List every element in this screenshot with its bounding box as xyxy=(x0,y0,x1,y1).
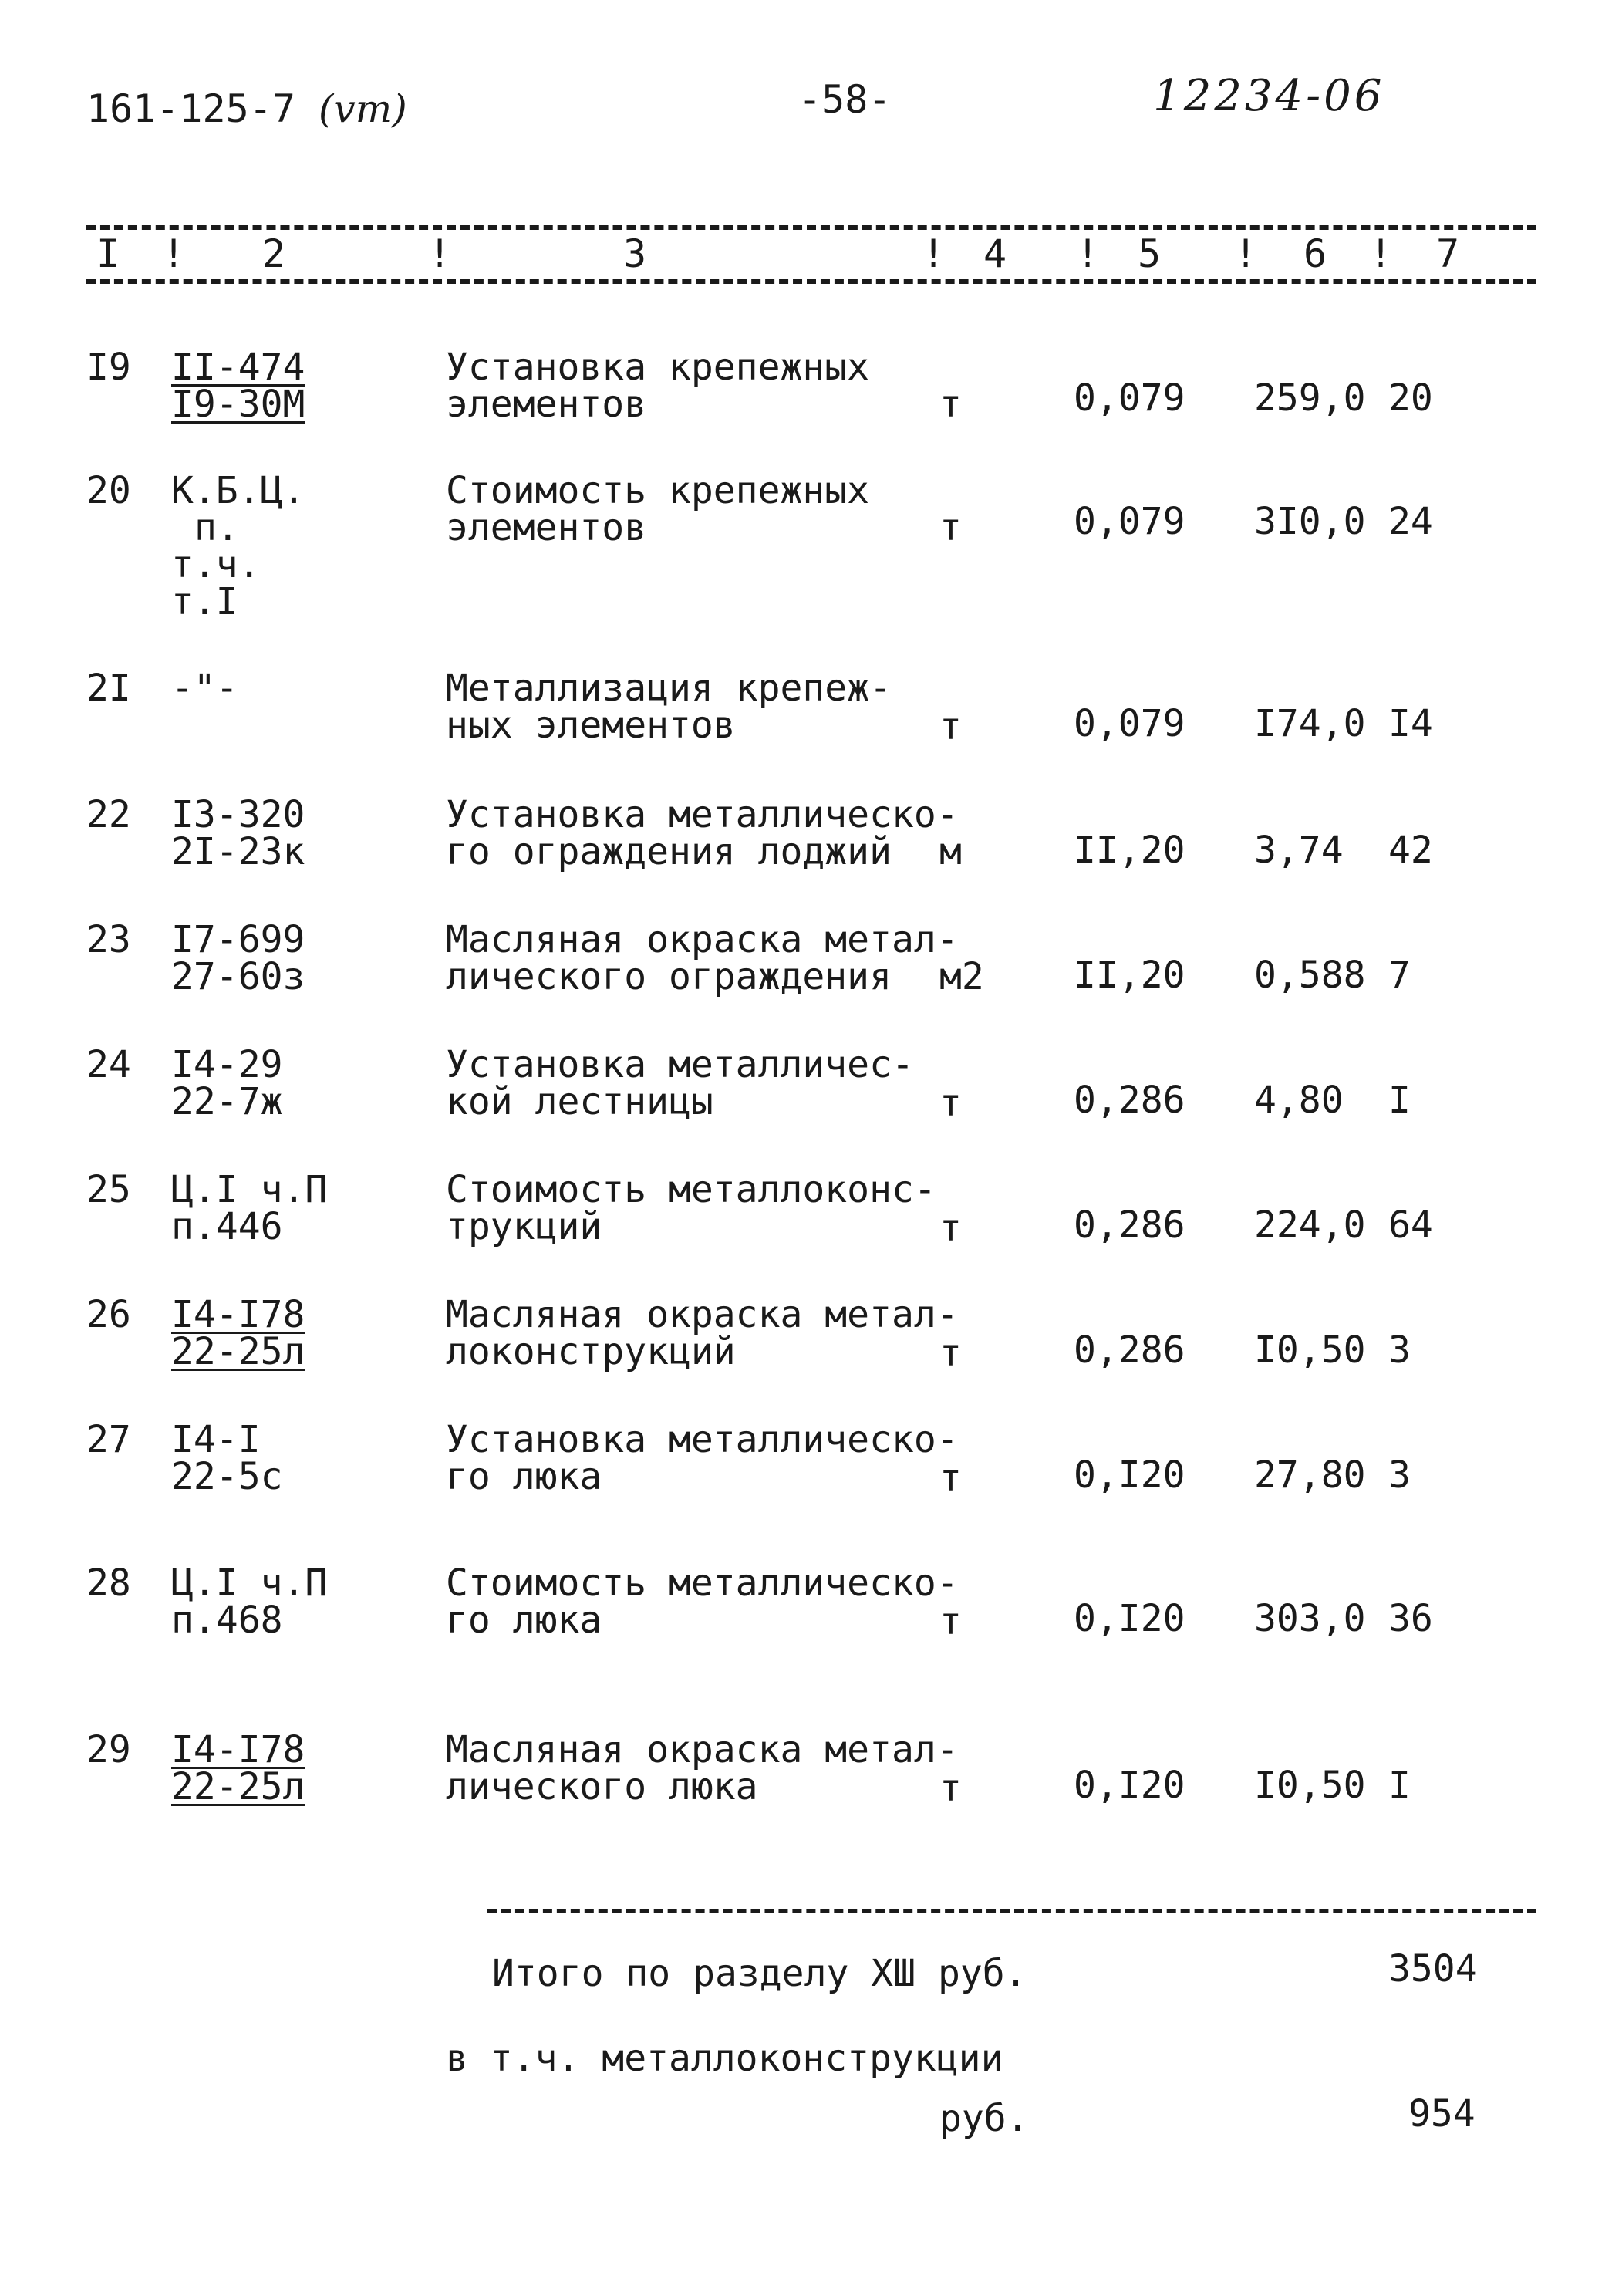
rate-code-line: 27-60з xyxy=(171,955,305,998)
unit: т xyxy=(939,383,962,426)
rate-code-line: Ц.I ч.П xyxy=(171,1562,328,1605)
description-line: ных элементов xyxy=(446,704,736,747)
rate-code xyxy=(171,469,305,623)
rate-code-line: I9-30M xyxy=(171,383,305,426)
row-number: 22 xyxy=(86,793,131,836)
col-header-5: 5 xyxy=(1138,231,1162,276)
col-header-3: 3 xyxy=(623,231,647,276)
work-description xyxy=(446,346,870,426)
stamp-number: 12234-06 xyxy=(1153,71,1385,121)
description-line: лического ограждения xyxy=(446,955,892,998)
row-number: 2I xyxy=(86,667,131,710)
unit: т xyxy=(939,506,962,549)
unit-price: 224,0 xyxy=(1254,1204,1366,1247)
unit-price: I0,50 xyxy=(1254,1329,1366,1372)
row-number: 27 xyxy=(86,1418,131,1461)
totals-rule xyxy=(487,1909,1536,1913)
description-line: трукций xyxy=(446,1205,602,1248)
unit-price: 3I0,0 xyxy=(1254,500,1366,543)
unit: т xyxy=(939,1600,962,1643)
rate-code xyxy=(171,1043,283,1123)
unit: т xyxy=(939,1207,962,1250)
unit-price: 259,0 xyxy=(1254,376,1366,420)
col-header-7: 7 xyxy=(1436,231,1460,276)
metal-total-unit: руб. xyxy=(939,2097,1029,2140)
col-header-6: 6 xyxy=(1303,231,1327,276)
total-cost: I xyxy=(1388,1079,1411,1122)
page-number: -58- xyxy=(798,77,892,122)
doc-code-note: (vm) xyxy=(319,86,407,131)
unit: т xyxy=(939,1332,962,1375)
work-description xyxy=(446,469,870,549)
work-description xyxy=(446,1168,936,1248)
rate-code-line: п. xyxy=(194,506,239,549)
description-line: го ограждения лоджий xyxy=(446,830,892,873)
description-line: го люка xyxy=(446,1599,602,1642)
total-cost: 20 xyxy=(1388,376,1433,420)
quantity: 0,286 xyxy=(1074,1204,1185,1247)
rate-code-line: т.I xyxy=(171,580,238,623)
unit-price: I74,0 xyxy=(1254,702,1366,745)
section-total-value: 3504 xyxy=(1388,1947,1478,1990)
row-number: 26 xyxy=(86,1293,131,1336)
unit: м2 xyxy=(939,955,984,998)
description-line: Установка металлическо- xyxy=(446,1418,959,1461)
work-description xyxy=(446,918,959,998)
description-line: Масляная окраска метал- xyxy=(446,1293,959,1336)
unit-price: I0,50 xyxy=(1254,1764,1366,1807)
rate-code xyxy=(171,1418,283,1498)
rate-code-line: I4-29 xyxy=(171,1043,283,1086)
total-cost: 36 xyxy=(1388,1597,1433,1640)
rate-code-line: 2I-23к xyxy=(171,830,305,873)
description-line: Стоимость металлическо- xyxy=(446,1562,959,1605)
unit-price: 303,0 xyxy=(1254,1597,1366,1640)
rate-code-line: К.Б.Ц. xyxy=(171,469,305,512)
total-cost: 64 xyxy=(1388,1204,1433,1247)
rate-code xyxy=(171,1562,328,1642)
unit: м xyxy=(939,830,962,873)
quantity: II,20 xyxy=(1074,829,1185,872)
quantity: 0,079 xyxy=(1074,500,1185,543)
unit: т xyxy=(939,1457,962,1500)
header-top-rule xyxy=(86,225,1536,230)
col-separators: ! xyxy=(922,231,946,276)
quantity: 0,I20 xyxy=(1074,1597,1185,1640)
description-line: Установка крепежных xyxy=(446,346,870,389)
work-description xyxy=(446,1562,959,1642)
unit: т xyxy=(939,1082,962,1125)
rate-code xyxy=(171,1293,305,1373)
rate-code xyxy=(171,346,305,426)
rate-code-line: I4-I xyxy=(171,1418,261,1461)
row-number: 25 xyxy=(86,1168,131,1211)
work-description xyxy=(446,667,892,747)
metal-total-value: 954 xyxy=(1408,2092,1475,2136)
col-separators: ! xyxy=(428,231,452,276)
work-description xyxy=(446,1293,959,1373)
quantity: II,20 xyxy=(1074,954,1185,997)
unit-price: 4,80 xyxy=(1254,1079,1344,1122)
rate-code-line: 22-25л xyxy=(171,1765,305,1808)
row-number: I9 xyxy=(86,346,131,389)
total-cost: I xyxy=(1388,1764,1411,1807)
total-cost: 7 xyxy=(1388,954,1411,997)
row-number: 28 xyxy=(86,1562,131,1605)
metal-total-label: в т.ч. металлоконструкции xyxy=(446,2037,1003,2080)
col-header-4: 4 xyxy=(983,231,1007,276)
rate-code-line: 22-5с xyxy=(171,1455,283,1498)
rate-code-line: т.ч. xyxy=(171,543,261,586)
rate-code xyxy=(171,1728,305,1808)
section-total-label: Итого по разделу ХШ руб. xyxy=(492,1952,1027,1995)
unit: т xyxy=(939,1767,962,1810)
rate-code-line: -"- xyxy=(171,667,238,710)
rate-code-line: I4-I78 xyxy=(171,1728,305,1771)
row-number: 23 xyxy=(86,918,131,961)
col-separators: ! xyxy=(1234,231,1258,276)
row-number: 24 xyxy=(86,1043,131,1086)
rate-code xyxy=(171,667,238,710)
rate-code xyxy=(171,918,305,998)
unit-price: 27,80 xyxy=(1254,1454,1366,1497)
quantity: 0,286 xyxy=(1074,1079,1185,1122)
col-separators: ! xyxy=(1076,231,1100,276)
rate-code-line: II-474 xyxy=(171,346,305,389)
col-separators: ! xyxy=(1369,231,1393,276)
description-line: Стоимость крепежных xyxy=(446,469,870,512)
quantity: 0,I20 xyxy=(1074,1764,1185,1807)
total-cost: 3 xyxy=(1388,1329,1411,1372)
work-description xyxy=(446,1418,959,1498)
quantity: 0,079 xyxy=(1074,702,1185,745)
total-cost: I4 xyxy=(1388,702,1433,745)
total-cost: 42 xyxy=(1388,829,1433,872)
rate-code-line: п.468 xyxy=(171,1599,283,1642)
description-line: локонструкций xyxy=(446,1330,736,1373)
rate-code-line: Ц.I ч.П xyxy=(171,1168,328,1211)
total-cost: 3 xyxy=(1388,1454,1411,1497)
description-line: го люка xyxy=(446,1455,602,1498)
description-line: Установка металлическо- xyxy=(446,793,959,836)
work-description xyxy=(446,793,959,873)
rate-code-line: I7-699 xyxy=(171,918,305,961)
quantity: 0,I20 xyxy=(1074,1454,1185,1497)
col-header-1: I xyxy=(96,231,120,276)
col-header-2: 2 xyxy=(262,231,286,276)
rate-code-line: 22-25л xyxy=(171,1330,305,1373)
row-number: 29 xyxy=(86,1728,131,1771)
work-description xyxy=(446,1728,959,1808)
description-line: Металлизация крепеж- xyxy=(446,667,892,710)
col-separators: ! xyxy=(162,231,186,276)
rate-code-line: 22-7ж xyxy=(171,1080,283,1123)
description-line: лического люка xyxy=(446,1765,758,1808)
description-line: элементов xyxy=(446,506,647,549)
description-line: Стоимость металлоконс- xyxy=(446,1168,936,1211)
unit-price: 3,74 xyxy=(1254,829,1344,872)
total-cost: 24 xyxy=(1388,500,1433,543)
quantity: 0,079 xyxy=(1074,376,1185,420)
rate-code xyxy=(171,793,305,873)
description-line: кой лестницы xyxy=(446,1080,713,1123)
description-line: Масляная окраска метал- xyxy=(446,1728,959,1771)
work-description xyxy=(446,1043,914,1123)
rate-code-line: п.446 xyxy=(171,1205,283,1248)
description-line: Установка металличес- xyxy=(446,1043,914,1086)
unit-price: 0,588 xyxy=(1254,954,1366,997)
doc-code-text: 161-125-7 xyxy=(86,86,295,131)
description-line: Масляная окраска метал- xyxy=(446,918,959,961)
quantity: 0,286 xyxy=(1074,1329,1185,1372)
unit: т xyxy=(939,705,962,748)
description-line: элементов xyxy=(446,383,647,426)
doc-code xyxy=(86,86,407,131)
header-bottom-rule xyxy=(86,279,1536,284)
rate-code xyxy=(171,1168,328,1248)
rate-code-line: I3-320 xyxy=(171,793,305,836)
row-number: 20 xyxy=(86,469,131,512)
rate-code-line: I4-I78 xyxy=(171,1293,305,1336)
